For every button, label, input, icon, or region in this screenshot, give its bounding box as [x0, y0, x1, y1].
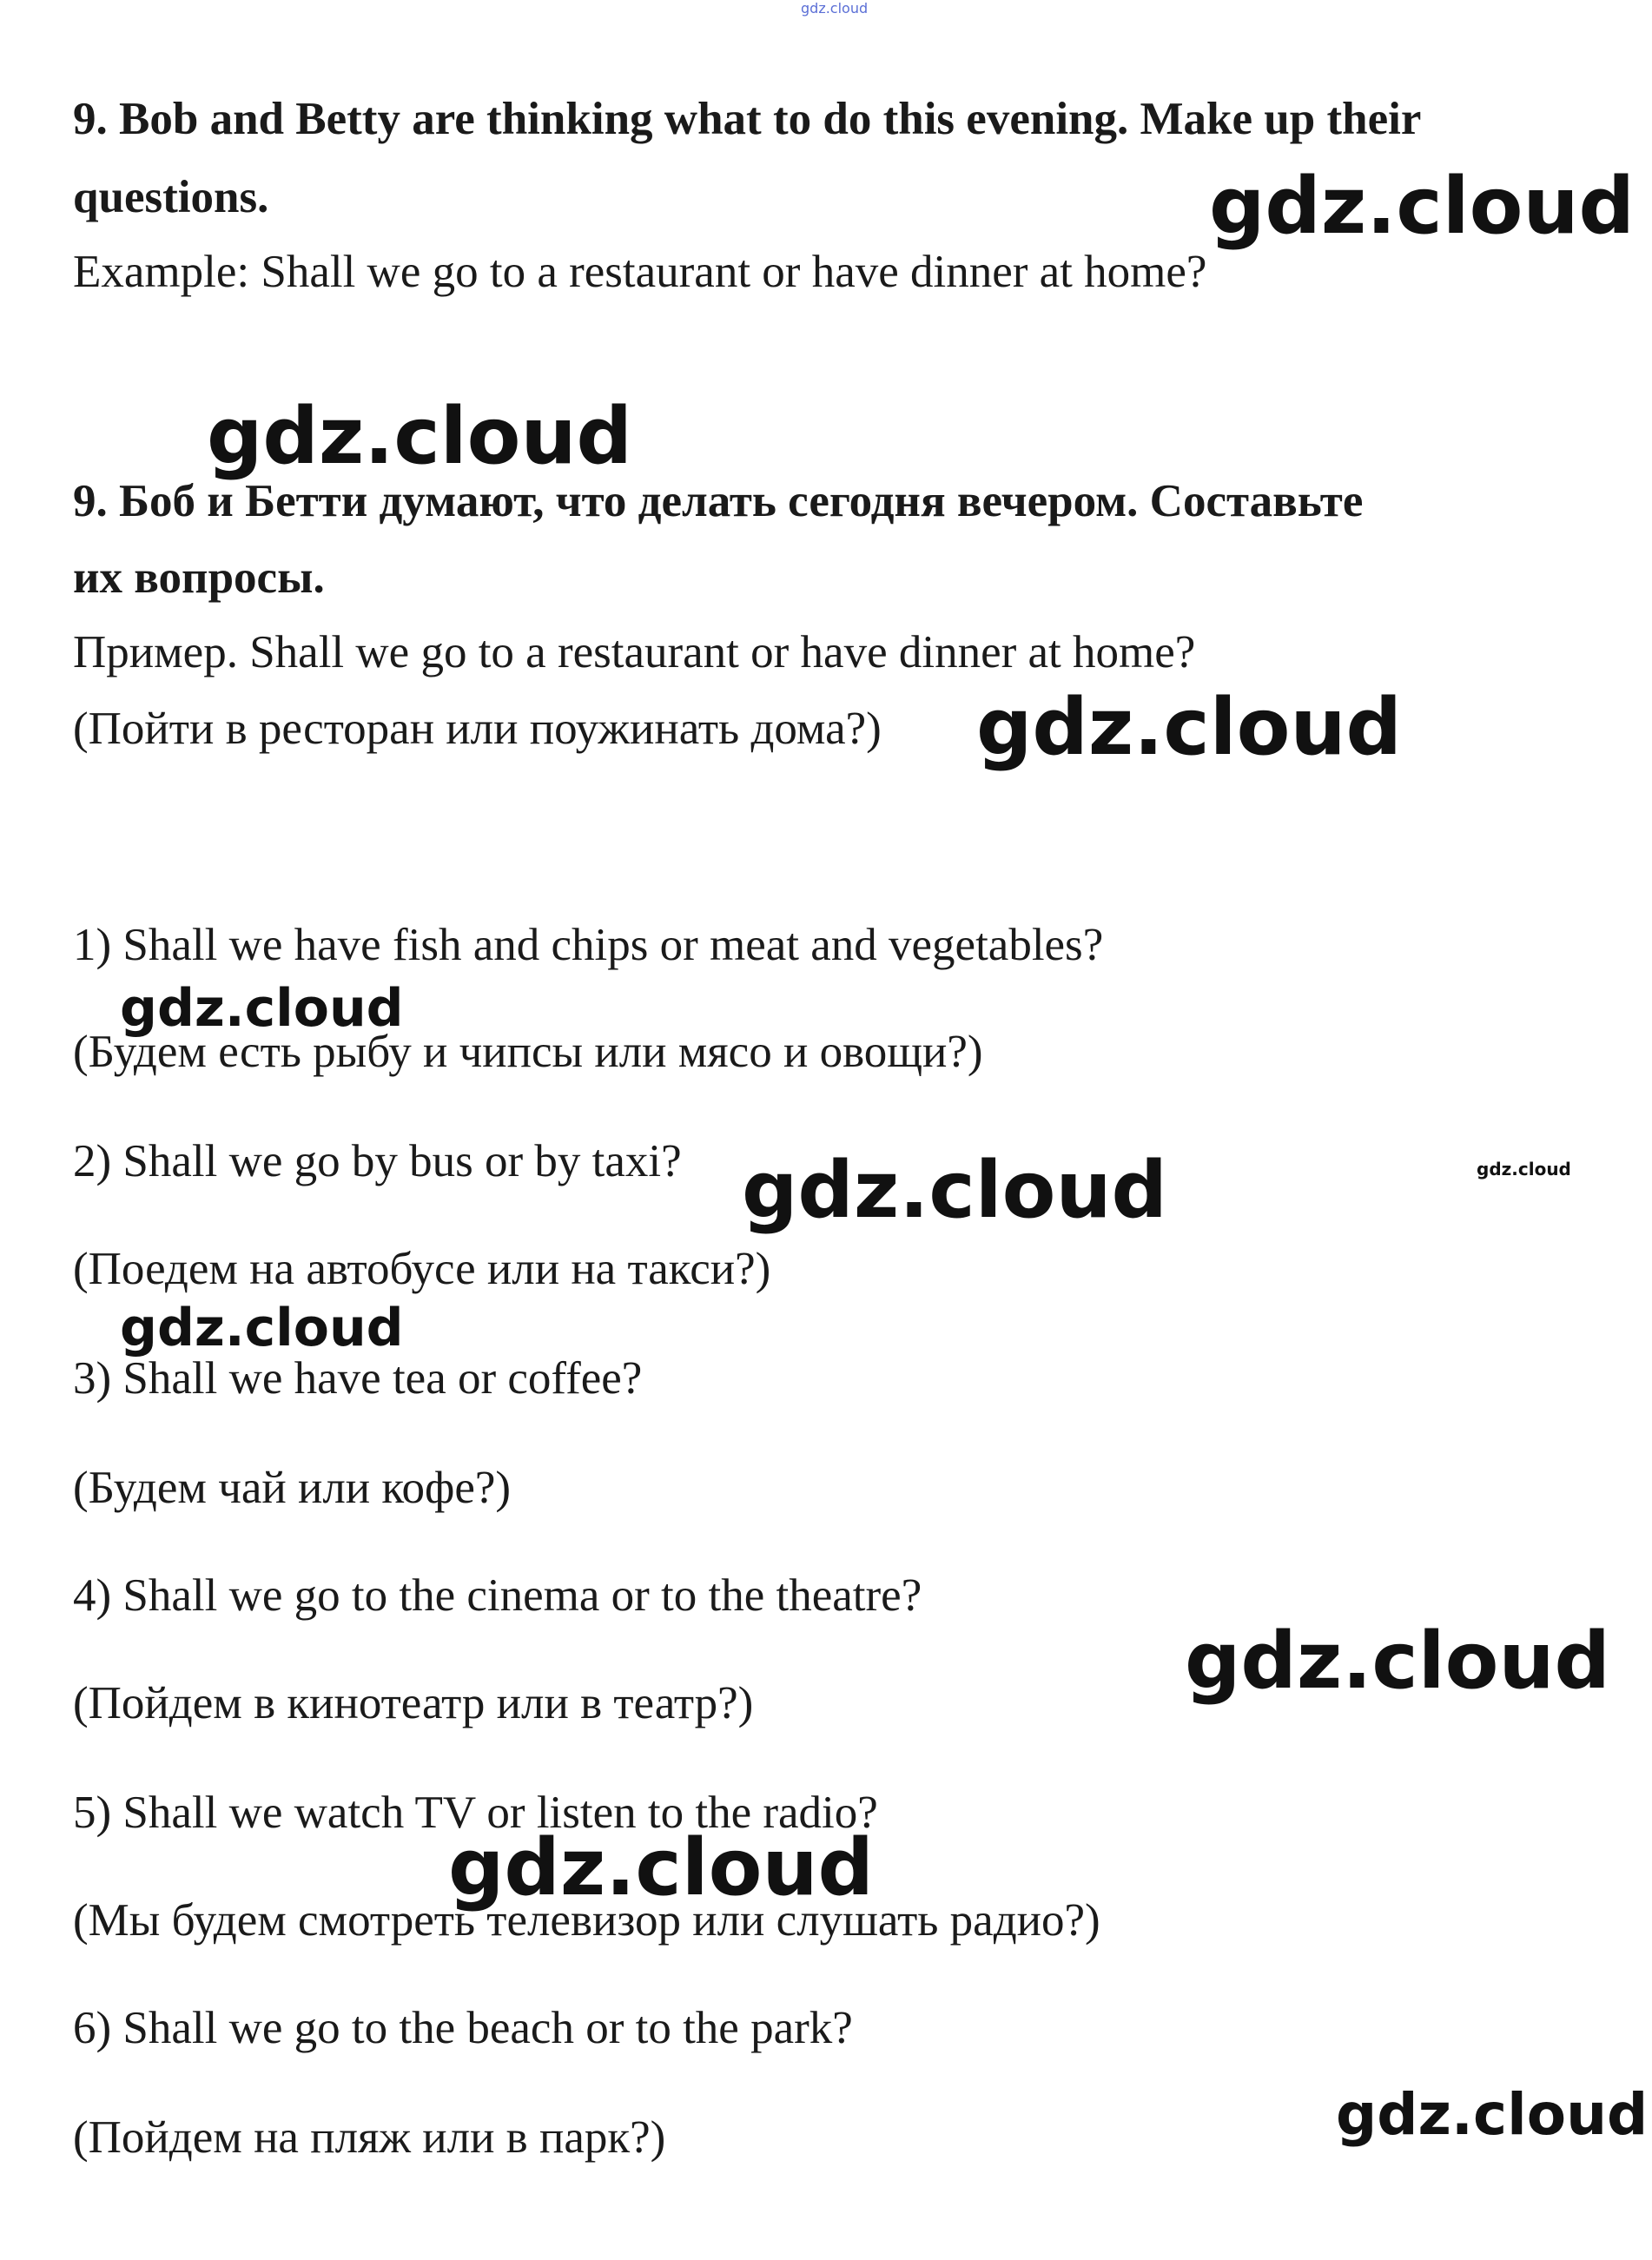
example-ru-translation: (Пойти в ресторан или поужинать дома?) [73, 704, 882, 754]
watermark: gdz.cloud [207, 391, 632, 482]
answer-3-translation: (Будем чай или кофе?) [73, 1463, 512, 1513]
task-title-en-line1: 9. Bob and Betty are thinking what to do this evening. Make up their [73, 94, 1422, 144]
watermark: gdz.cloud [976, 682, 1402, 773]
watermark: gdz.cloud [742, 1145, 1167, 1236]
answer-4-question: 4) Shall we go to the cinema or to the theatre? [73, 1570, 922, 1621]
answer-6-question: 6) Shall we go to the beach or to the park? [73, 2003, 853, 2053]
watermark: gdz.cloud [448, 1822, 874, 1913]
watermark: gdz.cloud [1477, 1159, 1571, 1180]
watermark: gdz.cloud [1209, 161, 1635, 252]
example-ru: Пример. Shall we go to a restaurant or have dinner at home? [73, 627, 1196, 677]
answer-2-translation: (Поедем на автобусе или на такси?) [73, 1244, 771, 1294]
answer-6-translation: (Пойдем на пляж или в парк?) [73, 2112, 666, 2163]
example-en: Example: Shall we go to a restaurant or have dinner at home? [73, 247, 1207, 297]
answer-2-question: 2) Shall we go by bus or by taxi? [73, 1136, 682, 1186]
answer-3-question: 3) Shall we have tea or coffee? [73, 1353, 643, 1404]
watermark: gdz.cloud [1336, 2081, 1649, 2148]
answer-1-translation: (Будем есть рыбу и чипсы или мясо и овощи?) [73, 1027, 983, 1077]
task-title-en-line2: questions. [73, 172, 269, 222]
task-title-ru-line2: их вопросы. [73, 552, 325, 603]
watermark: gdz.cloud [120, 978, 404, 1039]
answer-1-question: 1) Shall we have fish and chips or meat and vegetables? [73, 920, 1104, 970]
watermark: gdz.cloud [1185, 1616, 1610, 1707]
answer-5-translation: (Мы будем смотреть телевизор или слушать радио?) [73, 1895, 1100, 1946]
task-title-ru-line1: 9. Боб и Бетти думают, что делать сегодня вечером. Составьте [73, 476, 1364, 526]
answer-4-translation: (Пойдем в кинотеатр или в театр?) [73, 1678, 754, 1728]
watermark: gdz.cloud [120, 1298, 404, 1358]
answer-5-question: 5) Shall we watch TV or listen to the radio? [73, 1788, 878, 1838]
top-watermark: gdz.cloud [801, 0, 869, 17]
